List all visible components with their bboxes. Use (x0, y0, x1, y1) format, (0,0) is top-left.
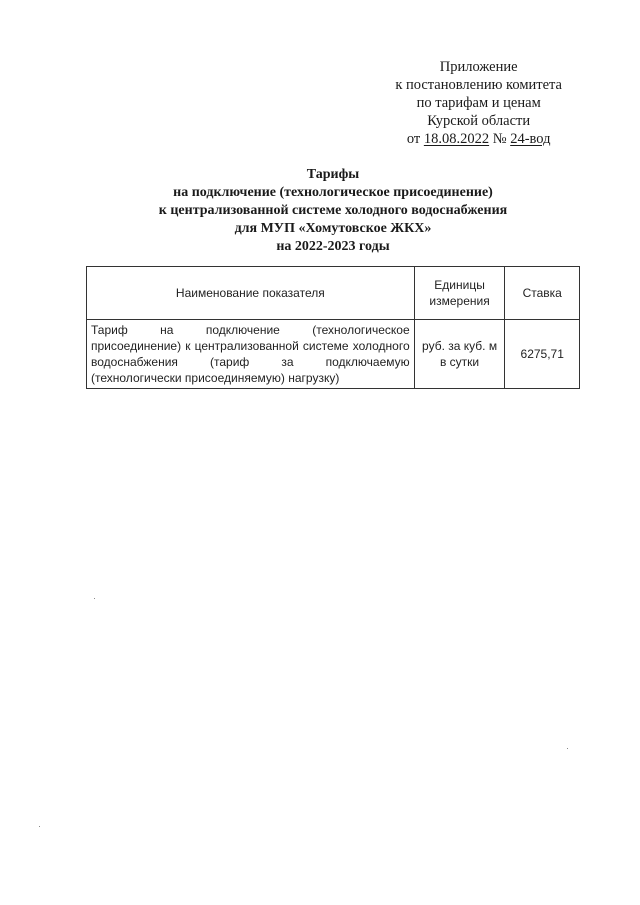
resolution-number: 24-вод (510, 131, 551, 147)
tariff-table (86, 266, 580, 389)
title-line-3: к централизованной системе холодного водоснабжения (158, 203, 508, 218)
title-line-1: Тарифы (306, 167, 360, 182)
row-name: Тариф на подключение (технологическое присоединение) к централизованной системе холодного водоснабжения (тариф за подключаемую (технологически присоединяемую) нагрузку) (87, 320, 415, 389)
title-line-5: на 2022-2023 годы (276, 239, 390, 254)
date-prefix: от (406, 131, 424, 147)
scan-speck (94, 598, 95, 599)
title-line-4: для МУП «Хомутовское ЖКХ» (234, 221, 432, 236)
appendix-line-3: по тарифам и ценам (416, 95, 541, 111)
scan-speck (567, 748, 568, 749)
header-rate: Ставка (505, 267, 580, 320)
row-unit: руб. за куб. м в сутки (414, 320, 505, 389)
appendix-line-2: к постановлению комитета (395, 77, 562, 93)
table-header-row (87, 267, 580, 320)
appendix-line-4: Курской области (427, 113, 531, 129)
header-name: Наименование показателя (87, 267, 415, 320)
table-row (87, 320, 580, 389)
resolution-date: 18.08.2022 (423, 131, 490, 147)
appendix-line-1: Приложение (439, 59, 518, 75)
scan-speck (39, 826, 40, 827)
appendix-block (395, 58, 562, 148)
header-unit: Единицы измерения (414, 267, 505, 320)
appendix-date-line (395, 130, 562, 148)
number-prefix: № (489, 131, 511, 147)
title-line-2: на подключение (технологическое присоединение) (173, 185, 493, 200)
document-title (86, 166, 580, 256)
row-rate: 6275,71 (505, 320, 580, 389)
